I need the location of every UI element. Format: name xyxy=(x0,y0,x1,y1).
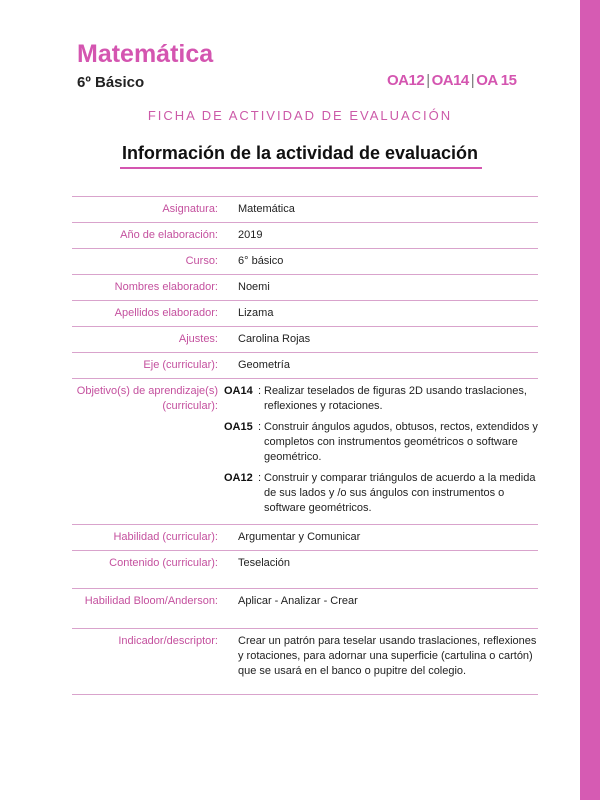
row-label: Eje (curricular): xyxy=(72,353,224,379)
row-value: Carolina Rojas xyxy=(224,327,538,353)
row-label: Habilidad Bloom/Anderson: xyxy=(72,589,224,629)
objective-item: OA15 : Construir ángulos agudos, obtusos, rectos, extendidos y completos con instrumentos geométricos o software geométrico. xyxy=(224,421,538,463)
row-value: Teselación xyxy=(224,551,538,589)
row-label: Contenido (curricular): xyxy=(72,551,224,589)
row-label: Apellidos elaborador: xyxy=(72,301,224,327)
row-label: Ajustes: xyxy=(72,327,224,353)
table-row xyxy=(72,275,538,301)
objective-text: Construir ángulos agudos, obtusos, rectos, extendidos y completos con instrumentos geométricos o software geométrico. xyxy=(264,421,538,463)
oa-code: OA12 xyxy=(387,72,425,89)
info-table xyxy=(72,196,538,695)
title-underline xyxy=(120,167,482,169)
oa-codes xyxy=(387,72,516,89)
separator: | xyxy=(426,72,430,89)
table-row xyxy=(72,551,538,589)
row-value: Matemática xyxy=(224,197,538,223)
subject-title: Matemática xyxy=(77,40,214,68)
table-row xyxy=(72,223,538,249)
table-row xyxy=(72,629,538,695)
sheet-type: FICHA DE ACTIVIDAD DE EVALUACIÓN xyxy=(147,108,453,123)
table-row xyxy=(72,327,538,353)
table-row xyxy=(72,353,538,379)
objective-item: OA12 : Construir y comparar triángulos de acuerdo a la medida de sus lados y /o sus ángulos con instrumentos o software geométricos. xyxy=(224,471,538,516)
row-value: 2019 xyxy=(224,223,538,249)
objective-text: Construir y comparar triángulos de acuerdo a la medida de sus lados y /o sus ángulos con instrumentos o software geométricos. xyxy=(264,472,536,514)
grade-label: 6º Básico xyxy=(77,74,145,91)
row-label: Indicador/descriptor: xyxy=(72,629,224,695)
table-row xyxy=(72,379,538,525)
table-row xyxy=(72,197,538,223)
separator: | xyxy=(470,72,475,89)
row-label: Asignatura: xyxy=(72,197,224,223)
objective-code: OA12 xyxy=(224,472,253,484)
objectives-list xyxy=(224,379,538,525)
page-title: Información de la actividad de evaluación xyxy=(121,143,479,163)
table-row xyxy=(72,301,538,327)
table-row xyxy=(72,249,538,275)
oa-code: OA14 xyxy=(431,72,469,89)
row-label: Año de elaboración: xyxy=(72,223,224,249)
table-row xyxy=(72,525,538,551)
row-value: Lizama xyxy=(224,301,538,327)
row-value: Argumentar y Comunicar xyxy=(224,525,538,551)
row-value: Noemi xyxy=(224,275,538,301)
row-label: Nombres elaborador: xyxy=(72,275,224,301)
row-value: Geometría xyxy=(224,353,538,379)
row-label: Objetivo(s) de aprendizaje(s) (curricular): xyxy=(72,379,224,525)
row-label: Curso: xyxy=(72,249,224,275)
objective-item: OA14 : Realizar teselados de figuras 2D usando traslaciones, reflexiones y rotaciones. xyxy=(224,384,538,414)
oa-code: OA 15 xyxy=(476,72,517,89)
row-value: Aplicar - Analizar - Crear xyxy=(224,589,538,629)
row-value: Crear un patrón para teselar usando traslaciones, reflexiones y rotaciones, para adornar una superficie (cartulina o cartón) que se usará en el banco o pupitre del colegio. xyxy=(224,629,538,695)
objective-code: OA14 xyxy=(224,385,253,397)
table-row xyxy=(72,589,538,629)
row-label: Habilidad (curricular): xyxy=(72,525,224,551)
row-value: 6° básico xyxy=(224,249,538,275)
objective-text: Realizar teselados de figuras 2D usando traslaciones, reflexiones y rotaciones. xyxy=(264,385,527,412)
objective-code: OA15 xyxy=(224,421,253,433)
